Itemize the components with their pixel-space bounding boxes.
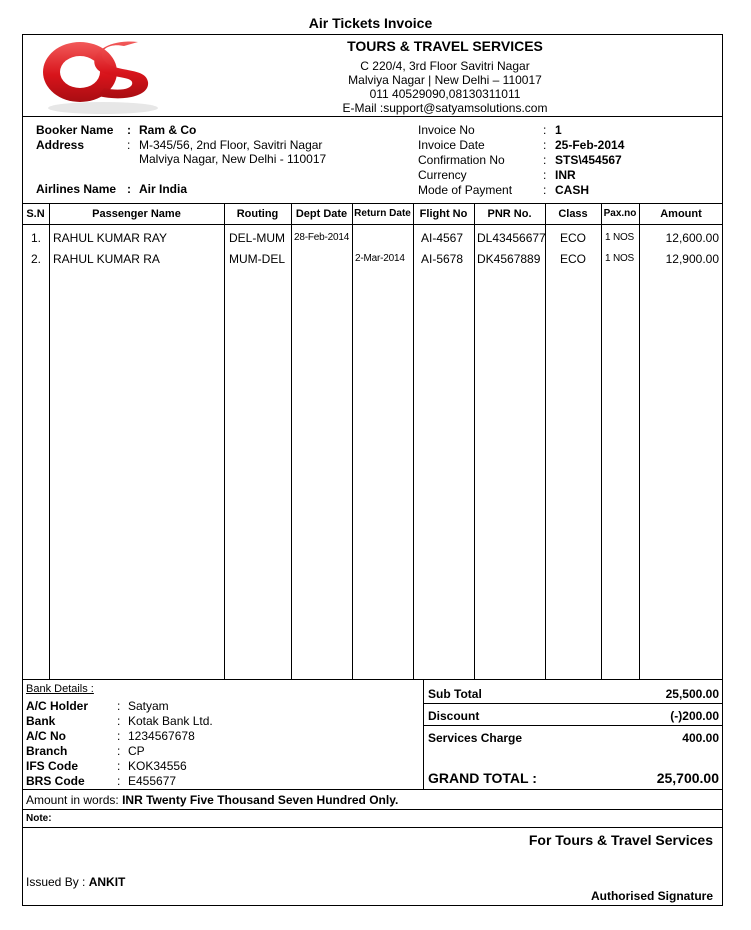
airline-value: Air India: [139, 182, 188, 196]
subtotal-label: Sub Total: [428, 687, 482, 701]
row1-pax: 1 NOS: [605, 232, 635, 243]
company-logo-icon: [28, 36, 173, 116]
col-divider: [413, 203, 414, 679]
currency-label: Currency: [418, 168, 467, 182]
grand-total-value: 25,700.00: [656, 770, 719, 786]
row1-class: ECO: [559, 231, 586, 245]
col-divider: [49, 203, 50, 679]
col-header-pax: Pax.no: [603, 208, 637, 219]
colon: :: [117, 729, 121, 743]
invoice-date-label: Invoice Date: [418, 138, 485, 152]
company-address-line1: C 220/4, 3rd Floor Savitri Nagar: [360, 59, 530, 73]
company-name: TOURS & TRAVEL SERVICES: [347, 38, 543, 54]
col-header-pnr: PNR No.: [487, 208, 532, 220]
colon: :: [127, 138, 131, 152]
booker-name-label: Booker Name: [36, 123, 114, 137]
amount-in-words-label: Amount in words:: [26, 793, 119, 807]
address-label: Address: [36, 138, 85, 152]
colon: :: [543, 138, 547, 152]
col-header-return-date: Return Date: [354, 208, 411, 219]
note-label: Note:: [26, 813, 52, 824]
colon: :: [543, 168, 547, 182]
divider: [22, 809, 723, 810]
table-header-border: [22, 224, 723, 225]
amount-in-words: [26, 793, 398, 807]
col-header-amount: Amount: [660, 208, 702, 220]
bank-brs-value: E455677: [128, 774, 177, 788]
authorised-signature: Authorised Signature: [590, 889, 713, 903]
booker-name-value: Ram & Co: [139, 123, 197, 137]
bank-branch-value: CP: [128, 744, 145, 758]
colon: :: [127, 123, 131, 137]
discount-label: Discount: [428, 709, 480, 723]
grand-total-label: GRAND TOTAL :: [428, 770, 537, 786]
confirmation-no-value: STS\454567: [555, 153, 622, 167]
bank-branch-label: Branch: [26, 744, 68, 758]
colon: :: [117, 759, 121, 773]
colon: :: [543, 153, 547, 167]
totals-line: [423, 703, 723, 704]
service-charge-label: Services Charge: [428, 731, 523, 745]
col-divider: [291, 203, 292, 679]
bank-ifs-value: KOK34556: [128, 759, 187, 773]
colon: :: [117, 714, 121, 728]
row2-pnr: DK4567889: [477, 252, 541, 266]
bank-details-heading: Bank Details :: [26, 683, 94, 695]
invoice-no-value: 1: [555, 123, 562, 137]
discount-value: (-)200.00: [670, 709, 719, 723]
col-divider: [639, 203, 640, 679]
address-line1: M-345/56, 2nd Floor, Savitri Nagar: [139, 138, 323, 152]
row1-dept-date: 28-Feb-2014: [294, 232, 350, 243]
currency-value: INR: [555, 168, 576, 182]
airline-label: Airlines Name: [36, 182, 117, 196]
divider: [22, 827, 723, 828]
address-line2: Malviya Nagar, New Delhi - 110017: [139, 152, 327, 166]
row2-routing: MUM-DEL: [229, 252, 285, 266]
bank-ac-holder-label: A/C Holder: [26, 699, 89, 713]
bank-brs-label: BRS Code: [26, 774, 85, 788]
subtotal-value: 25,500.00: [665, 687, 719, 701]
payment-mode-value: CASH: [555, 183, 590, 197]
col-header-sn: S.N: [26, 208, 45, 220]
divider: [22, 116, 723, 117]
col-header-passenger: Passenger Name: [92, 208, 181, 220]
row2-sn: 2.: [31, 252, 42, 266]
colon: :: [117, 744, 121, 758]
row1-amount: 12,600.00: [665, 231, 719, 245]
totals-divider: [423, 679, 424, 789]
issued-by: [26, 875, 125, 889]
row2-amount: 12,900.00: [665, 252, 719, 266]
row2-pax: 1 NOS: [605, 253, 635, 264]
row1-passenger: RAHUL KUMAR RAY: [53, 231, 168, 245]
row1-flight-no: AI-4567: [421, 231, 464, 245]
company-email: E-Mail :support@satyamsolutions.com: [342, 101, 548, 115]
invoice-date-value: 25-Feb-2014: [555, 138, 625, 152]
service-charge-value: 400.00: [682, 731, 719, 745]
row1-routing: DEL-MUM: [229, 231, 285, 245]
colon: :: [117, 699, 121, 713]
company-phone: 011 40529090,08130311011: [369, 87, 521, 101]
col-header-routing: Routing: [236, 208, 279, 220]
row1-pnr: DL43456677: [477, 231, 546, 245]
payment-mode-label: Mode of Payment: [418, 183, 513, 197]
colon: :: [543, 123, 547, 137]
colon: :: [543, 183, 547, 197]
colon: :: [117, 774, 121, 788]
bank-name-label: Bank: [26, 714, 56, 728]
table-bottom-border: [22, 679, 723, 680]
col-divider: [474, 203, 475, 679]
row2-passenger: RAHUL KUMAR RA: [53, 252, 160, 266]
col-header-flight-no: Flight No: [419, 208, 468, 220]
bank-ac-no-label: A/C No: [26, 729, 66, 743]
bank-name-value: Kotak Bank Ltd.: [128, 714, 213, 728]
for-company: For Tours & Travel Services: [528, 832, 713, 848]
col-divider: [601, 203, 602, 679]
row2-flight-no: AI-5678: [421, 252, 464, 266]
row2-return-date: 2-Mar-2014: [355, 253, 405, 264]
bank-ac-no-value: 1234567678: [128, 729, 195, 743]
table-top-border: [22, 203, 723, 204]
divider: [22, 789, 723, 790]
totals-line: [423, 725, 723, 726]
row1-sn: 1.: [31, 231, 42, 245]
invoice-title: Air Tickets Invoice: [308, 15, 433, 31]
issued-by-label: Issued By :: [26, 875, 86, 889]
row2-class: ECO: [559, 252, 586, 266]
col-divider: [545, 203, 546, 679]
col-header-dept-date: Dept Date: [295, 208, 348, 220]
company-address-line2: Malviya Nagar | New Delhi – 110017: [348, 73, 542, 87]
col-header-class: Class: [558, 208, 588, 220]
invoice-no-label: Invoice No: [418, 123, 475, 137]
col-divider: [224, 203, 225, 679]
bank-ac-holder-value: Satyam: [128, 699, 169, 713]
confirmation-no-label: Confirmation No: [418, 153, 505, 167]
bank-ifs-label: IFS Code: [26, 759, 79, 773]
col-divider: [352, 203, 353, 679]
amount-in-words-value: INR Twenty Five Thousand Seven Hundred Only.: [122, 793, 399, 807]
issued-by-value: ANKIT: [88, 875, 126, 889]
colon: :: [127, 182, 131, 196]
